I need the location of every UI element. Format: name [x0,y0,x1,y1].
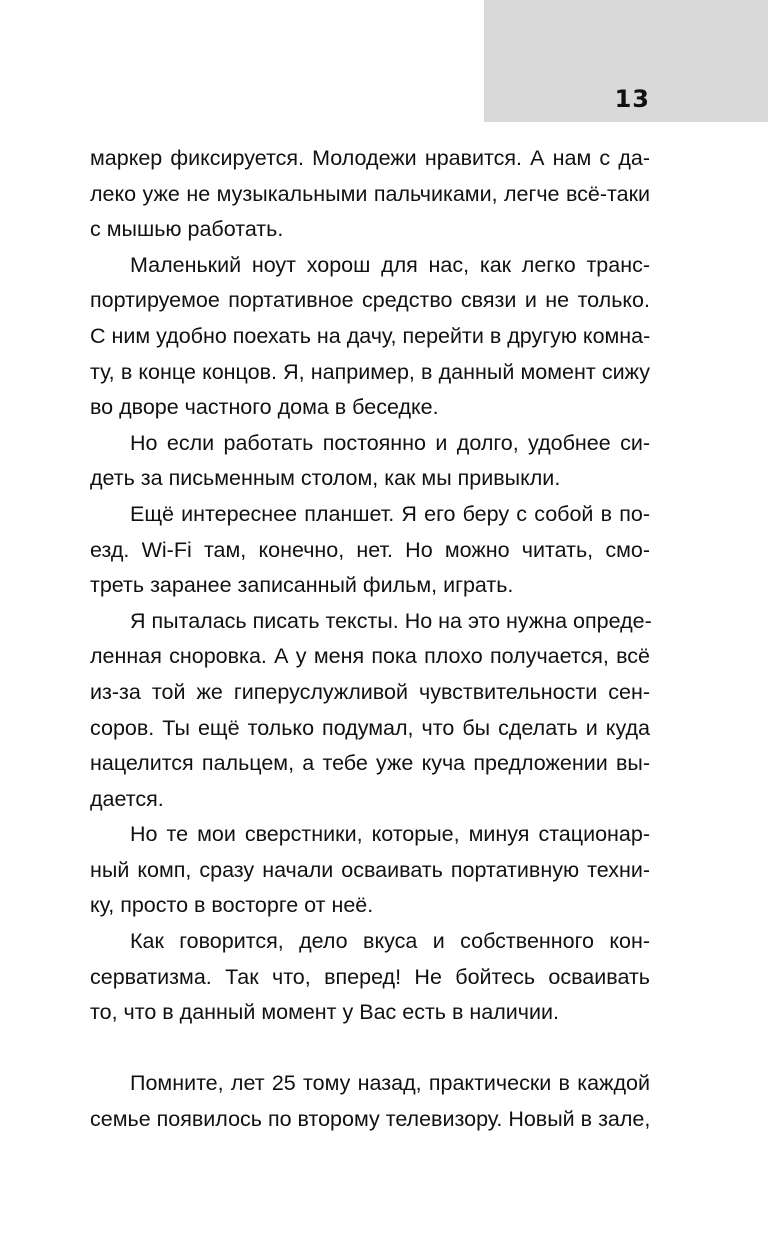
text-line: Но если работать постоянно и долго, удобнее си- [130,430,650,455]
text-line: леко уже не музыкальными пальчиками, легче всё-таки [90,181,650,206]
paragraph [90,604,650,818]
text-line: Маленький ноут хорош для нас, как легко транс- [130,252,650,277]
body-text [90,141,650,1138]
text-line: нацелится пальцем, а тебе уже куча предложении вы- [90,751,650,776]
text-line: портируемое портативное средство связи и не только. [90,288,650,313]
text-line: Ещё интереснее планшет. Я его беру с собой в по- [130,501,650,526]
text-line: деть за письменным столом, как мы привыкли. [90,466,561,491]
text-line: семье появилось по второму телевизору. Новый в зале, [90,1107,651,1132]
text-line: Помните, лет 25 тому назад, практически в каждой [130,1071,650,1096]
text-line: ку, просто в восторге от неё. [90,893,374,918]
paragraph [90,248,650,426]
paragraph [90,497,650,604]
text-line: езд. Wi-Fi там, конечно, нет. Но можно читать, смо- [90,537,650,562]
page-number: 13 [614,85,650,113]
text-line: дается. [90,786,164,811]
page-number-box [484,0,768,122]
text-line: из-за той же гиперуслужливой чувствительности сен- [90,679,650,704]
text-line: С ним удобно поехать на дачу, перейти в другую комна- [90,323,651,348]
text-line: маркер фиксируется. Молодежи нравится. А нам с да- [90,146,650,170]
text-line: серватизма. Так что, вперед! Не бойтесь осваивать [90,964,650,989]
text-line: Я пыталась писать тексты. Но на это нужна опреде- [130,608,652,633]
text-line: ный комп, сразу начали осваивать портативную техни- [90,857,650,882]
paragraph [90,141,650,248]
text-line: ленная сноровка. А у меня пока плохо получается, всё [90,644,650,669]
text-line: Как говорится, дело вкуса и собственного кон- [130,929,650,954]
text-line: с мышью работать. [90,217,284,242]
text-line: Но те мои сверстники, которые, минуя стационар- [130,822,650,847]
text-line: во дворе частного дома в беседке. [90,395,439,420]
paragraph [90,426,650,497]
text-line: ту, в конце концов. Я, например, в данный момент сижу [90,359,650,384]
text-line: соров. Ты ещё только подумал, что бы сделать и куда [90,715,650,740]
paragraph [90,924,650,1031]
paragraph [90,1066,650,1137]
text-line: треть заранее записанный фильм, играть. [90,573,514,598]
section-gap [90,1031,650,1067]
paragraph [90,817,650,924]
text-line: то, что в данный момент у Вас есть в наличии. [90,1000,559,1025]
